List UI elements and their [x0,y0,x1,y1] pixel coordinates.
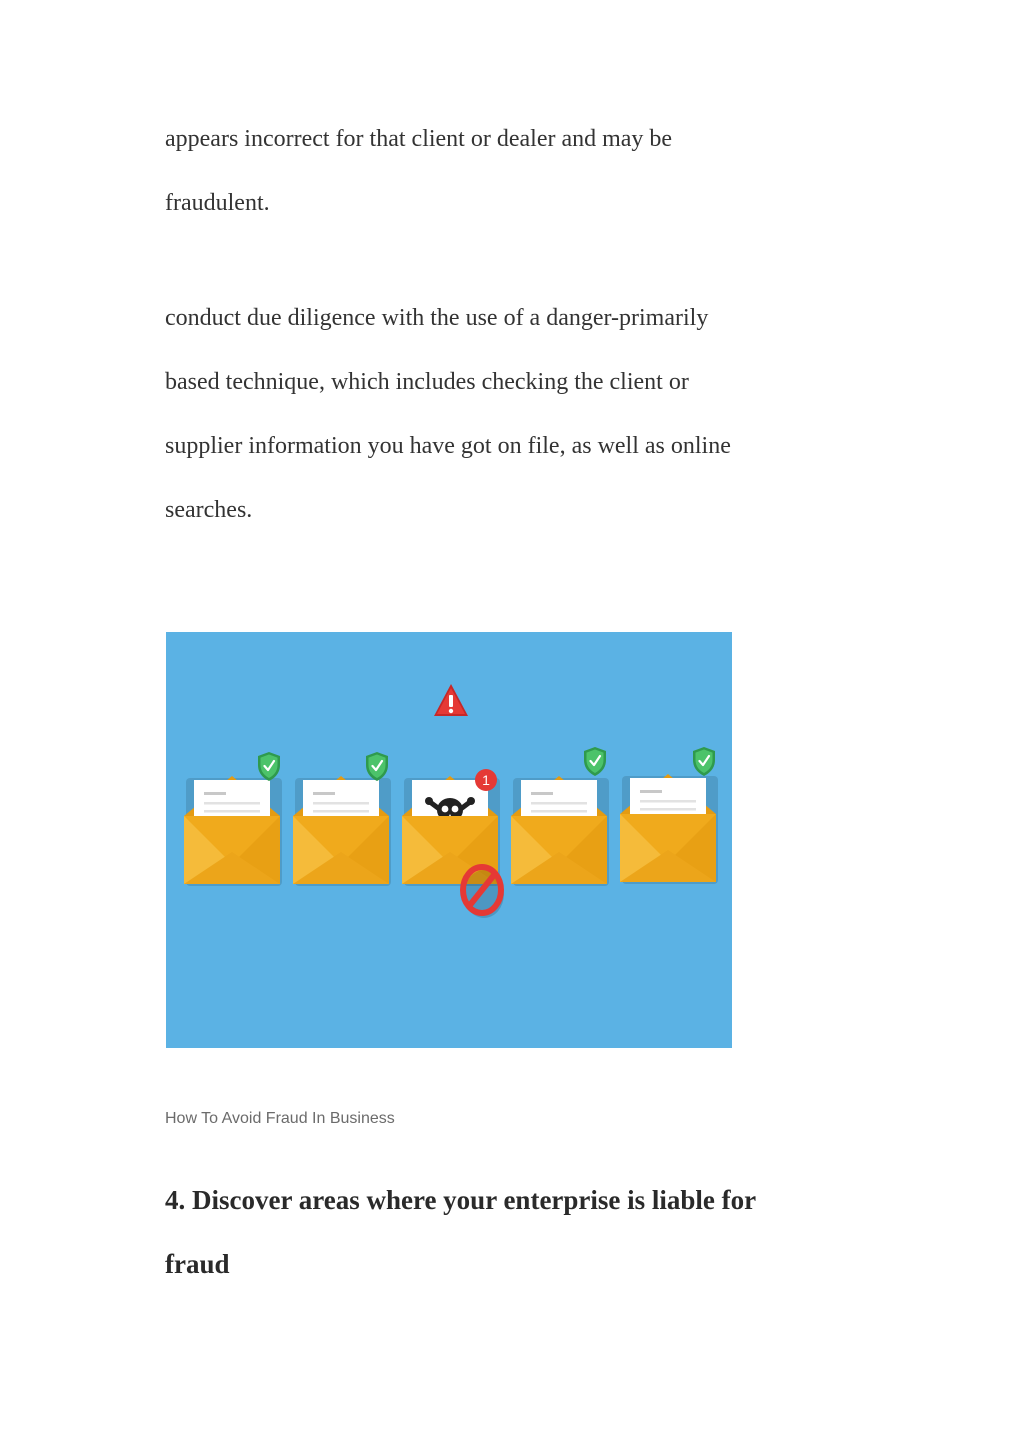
section-heading-line: 4. Discover areas where your enterprise is liable for [165,1185,757,1215]
section-heading-line: fraud [165,1249,230,1279]
paragraph-line: appears incorrect for that client or dealer and may be [165,126,673,152]
paragraph-line: fraudulent. [165,190,270,216]
paragraph-line: based technique, which includes checking the client or [165,369,689,395]
no-entry-icon [463,867,504,918]
paragraph-line: supplier information you have got on file, as well as online [165,433,731,459]
envelope-icon [293,776,391,886]
paragraph-line: searches. [165,497,253,523]
envelope-icon [511,776,609,886]
figure-caption: How To Avoid Fraud In Business [165,1110,395,1127]
fraud-illustration [166,632,732,1048]
paragraph-line: conduct due diligence with the use of a danger-primarily [165,305,709,331]
notification-badge-icon [475,769,497,791]
envelope-icon [620,774,718,884]
envelope-icon [184,776,282,886]
svg-text:1: 1 [482,772,490,788]
